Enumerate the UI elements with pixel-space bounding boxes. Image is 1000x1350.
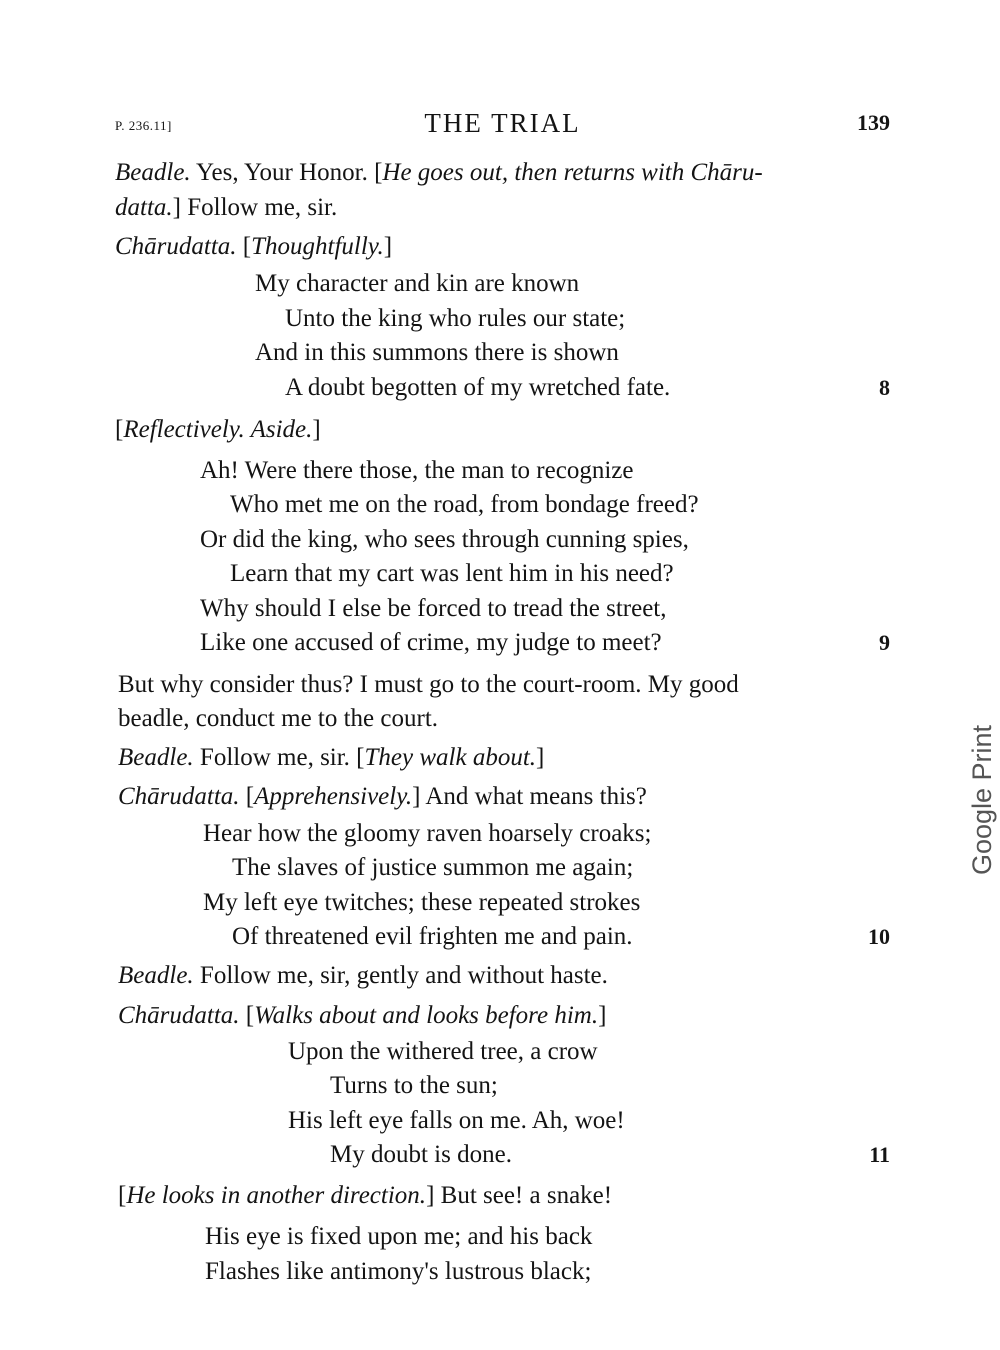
roman-text: His eye is fixed upon me; and his back (205, 1223, 593, 1250)
roman-text: ] (536, 744, 545, 771)
text-line (118, 782, 647, 812)
roman-text: Unto the king who rules our state; (285, 305, 626, 332)
verse-line (200, 628, 662, 658)
text-line (115, 158, 763, 188)
text-line (118, 1181, 612, 1211)
italic-text: He looks in another direction. (126, 1182, 427, 1209)
verse-line (205, 1222, 592, 1252)
verse-number: 8 (879, 375, 890, 400)
italic-text: datta. (115, 194, 173, 221)
verse-line (200, 525, 689, 555)
italic-text: Chārudatta. (118, 1002, 240, 1029)
verse-line (230, 490, 699, 520)
roman-text: Or did the king, who sees through cunning spies, (200, 526, 689, 553)
verse-line (200, 456, 633, 486)
roman-text: [ (239, 1002, 255, 1029)
italic-text: He goes out, then returns with Chāru- (382, 159, 763, 186)
verse-line (232, 853, 633, 883)
roman-text: Like one accused of crime, my judge to meet? (200, 629, 662, 656)
italic-text: Chārudatta. (115, 233, 237, 260)
roman-text: Hear how the gloomy raven hoarsely croaks; (203, 820, 652, 847)
text-line (118, 743, 544, 773)
verse-line (330, 1140, 512, 1170)
roman-text: Follow me, sir. [ (193, 744, 365, 771)
roman-text: ] (312, 416, 321, 443)
roman-text: Follow me, sir, gently and without haste. (193, 962, 608, 989)
roman-text: The slaves of justice summon me again; (232, 854, 634, 881)
roman-text: beadle, conduct me to the court. (118, 705, 439, 732)
roman-text: My character and kin are known (255, 270, 580, 297)
verse-number: 10 (868, 924, 890, 949)
roman-text: His left eye falls on me. Ah, woe! (288, 1107, 625, 1134)
roman-text: Yes, Your Honor. [ (190, 159, 383, 186)
verse-number: 11 (869, 1142, 890, 1167)
verse-line (203, 888, 640, 918)
roman-text: Turns to the sun; (330, 1072, 498, 1099)
page-header (115, 108, 890, 140)
verse-line (288, 1106, 625, 1136)
roman-text: [ (115, 416, 124, 443)
roman-text: My left eye twitches; these repeated strokes (203, 889, 641, 916)
roman-text: ] But see! a snake! (426, 1182, 613, 1209)
verse-line (232, 922, 633, 952)
roman-text: Flashes like antimony's lustrous black; (205, 1258, 592, 1285)
text-line (115, 232, 392, 262)
italic-text: Beadle. (118, 744, 194, 771)
page-reference: P. 236.11] (115, 118, 172, 133)
roman-text: My doubt is done. (330, 1141, 512, 1168)
roman-text: [ (239, 783, 255, 810)
roman-text: Why should I else be forced to tread the street, (200, 595, 667, 622)
google-print-watermark: Google Print (967, 724, 997, 876)
roman-text: [ (118, 1182, 127, 1209)
italic-text: Beadle. (118, 962, 194, 989)
text-line (118, 961, 608, 991)
roman-text: A doubt begotten of my wretched fate. (285, 374, 671, 401)
stage-direction (115, 415, 321, 445)
verse-line (205, 1257, 591, 1287)
verse-line (285, 373, 670, 403)
verse-line (285, 304, 625, 334)
roman-text: Upon the withered tree, a crow (288, 1038, 598, 1065)
roman-text: ] And what means this? (412, 783, 647, 810)
verse-number: 9 (879, 630, 890, 655)
text-line (115, 193, 337, 223)
italic-text: Walks about and looks before him. (254, 1002, 599, 1029)
italic-text: Reflectively. Aside. (123, 416, 313, 443)
roman-text: ] Follow me, sir. (172, 194, 338, 221)
roman-text: Who met me on the road, from bondage freed? (230, 491, 699, 518)
roman-text: ] (383, 233, 393, 260)
verse-line (330, 1071, 498, 1101)
text-line (118, 1001, 606, 1031)
text-line (118, 704, 438, 734)
page-title: THE TRIAL (424, 108, 581, 138)
roman-text: ] (598, 1002, 607, 1029)
roman-text: [ (236, 233, 252, 260)
roman-text: Learn that my cart was lent him in his need? (230, 560, 674, 587)
italic-text: They walk about. (364, 744, 537, 771)
verse-line (200, 594, 667, 624)
verse-line (255, 338, 619, 368)
roman-text: And in this summons there is shown (255, 339, 619, 366)
verse-line (288, 1037, 598, 1067)
verse-line (203, 819, 651, 849)
page-number: 139 (857, 110, 890, 135)
roman-text: But why consider thus? I must go to the court-room. My good (118, 671, 739, 698)
italic-text: Apprehensively. (254, 783, 413, 810)
italic-text: Thoughtfully. (251, 233, 384, 260)
roman-text: Ah! Were there those, the man to recognize (200, 457, 634, 484)
verse-line (255, 269, 579, 299)
italic-text: Beadle. (115, 159, 191, 186)
verse-line (230, 559, 674, 589)
roman-text: Of threatened evil frighten me and pain. (232, 923, 633, 950)
italic-text: Chārudatta. (118, 783, 240, 810)
text-line (118, 670, 739, 700)
